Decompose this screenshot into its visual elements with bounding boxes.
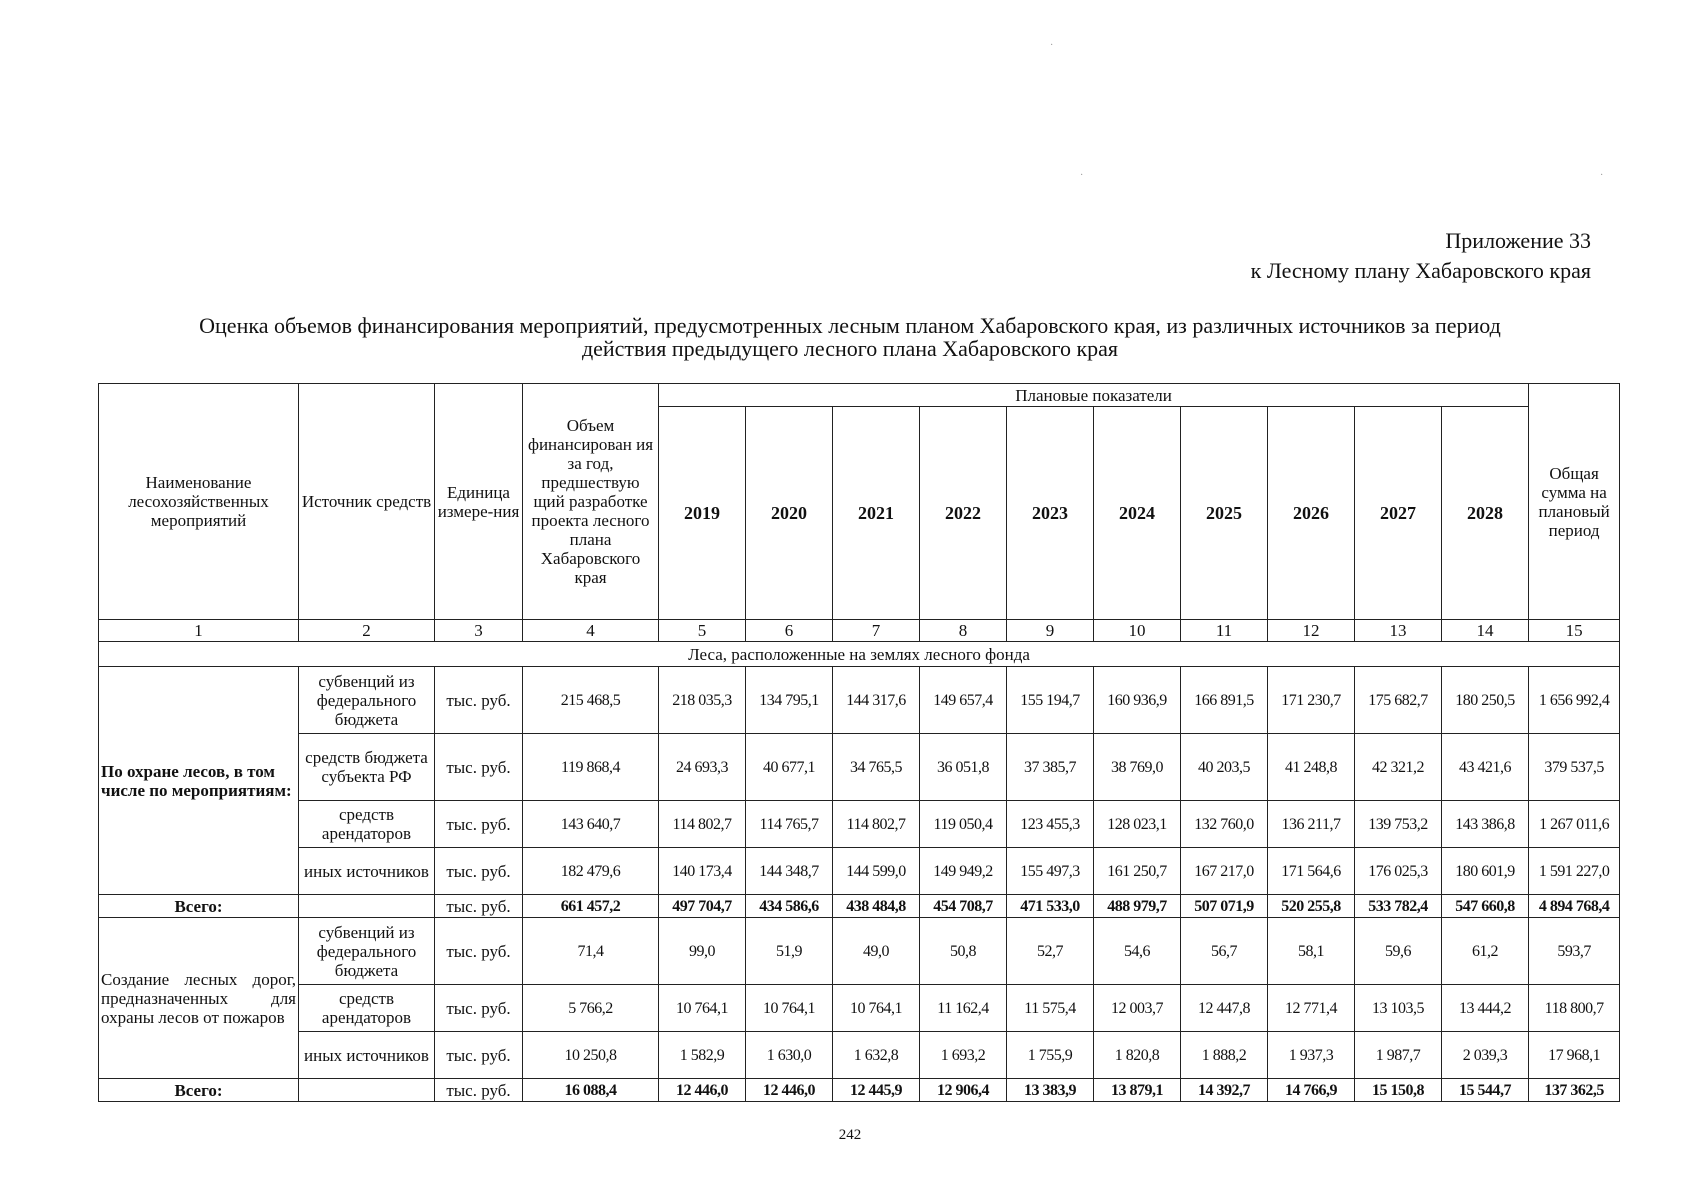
scan-speck: ·	[1050, 40, 1054, 51]
year-value-cell: 12 447,8	[1181, 985, 1268, 1032]
column-number: 10	[1094, 620, 1181, 642]
year-total-cell: 14 766,9	[1268, 1079, 1355, 1102]
empty-source-cell	[299, 1079, 435, 1102]
total-cell: 1 656 992,4	[1529, 667, 1620, 734]
column-number: 8	[920, 620, 1007, 642]
source-cell: средств арендаторов	[299, 985, 435, 1032]
year-total-cell: 547 660,8	[1442, 895, 1529, 918]
year-value-cell: 144 348,7	[746, 848, 833, 895]
prev-year-cell: 5 766,2	[523, 985, 659, 1032]
column-number: 14	[1442, 620, 1529, 642]
appendix-number: Приложение 33	[1445, 228, 1591, 253]
total-row	[99, 895, 1620, 918]
unit-cell: тыс. руб.	[435, 801, 523, 848]
header-planned-indicators: Плановые показатели	[659, 384, 1529, 407]
year-value-cell: 11 162,4	[920, 985, 1007, 1032]
year-total-cell: 14 392,7	[1181, 1079, 1268, 1102]
table-row	[99, 1032, 1620, 1079]
year-value-cell: 1 632,8	[833, 1032, 920, 1079]
unit-cell: тыс. руб.	[435, 985, 523, 1032]
year-value-cell: 10 764,1	[746, 985, 833, 1032]
year-value-cell: 114 765,7	[746, 801, 833, 848]
table-row	[99, 918, 1620, 985]
year-value-cell: 41 248,8	[1268, 734, 1355, 801]
source-cell: средств бюджета субъекта РФ	[299, 734, 435, 801]
unit-cell: тыс. руб.	[435, 734, 523, 801]
column-number: 6	[746, 620, 833, 642]
year-total-cell: 520 255,8	[1268, 895, 1355, 918]
column-number: 7	[833, 620, 920, 642]
year-value-cell: 180 250,5	[1442, 667, 1529, 734]
header-unit: Единица измере-ния	[435, 384, 523, 620]
year-value-cell: 144 599,0	[833, 848, 920, 895]
total-label-cell: Всего:	[99, 895, 299, 918]
year-value-cell: 51,9	[746, 918, 833, 985]
year-header: 2027	[1355, 407, 1442, 620]
total-cell: 1 267 011,6	[1529, 801, 1620, 848]
year-value-cell: 143 386,8	[1442, 801, 1529, 848]
column-number: 13	[1355, 620, 1442, 642]
unit-cell: тыс. руб.	[435, 1032, 523, 1079]
year-value-cell: 10 764,1	[833, 985, 920, 1032]
appendix-reference: к Лесному плану Хабаровского края	[1250, 258, 1591, 283]
year-value-cell: 1 937,3	[1268, 1032, 1355, 1079]
column-number: 2	[299, 620, 435, 642]
year-value-cell: 56,7	[1181, 918, 1268, 985]
year-total-cell: 471 533,0	[1007, 895, 1094, 918]
year-header: 2021	[833, 407, 920, 620]
financing-table-body	[99, 384, 1620, 1102]
year-total-cell: 13 383,9	[1007, 1079, 1094, 1102]
header-prev-year-volume: Объем финансирован ия за год, предшествую щий разработке проекта лесного плана Хабаровского края	[523, 384, 659, 620]
year-value-cell: 58,1	[1268, 918, 1355, 985]
year-value-cell: 134 795,1	[746, 667, 833, 734]
grand-total-cell: 137 362,5	[1529, 1079, 1620, 1102]
year-total-cell: 12 446,0	[659, 1079, 746, 1102]
year-value-cell: 37 385,7	[1007, 734, 1094, 801]
year-value-cell: 40 677,1	[746, 734, 833, 801]
year-value-cell: 59,6	[1355, 918, 1442, 985]
year-value-cell: 99,0	[659, 918, 746, 985]
prev-year-cell: 182 479,6	[523, 848, 659, 895]
year-header: 2019	[659, 407, 746, 620]
year-value-cell: 12 771,4	[1268, 985, 1355, 1032]
year-value-cell: 139 753,2	[1355, 801, 1442, 848]
column-number: 4	[523, 620, 659, 642]
source-cell: средств арендаторов	[299, 801, 435, 848]
year-value-cell: 13 103,5	[1355, 985, 1442, 1032]
year-value-cell: 43 421,6	[1442, 734, 1529, 801]
year-header: 2022	[920, 407, 1007, 620]
year-value-cell: 40 203,5	[1181, 734, 1268, 801]
prev-year-cell: 119 868,4	[523, 734, 659, 801]
year-total-cell: 12 445,9	[833, 1079, 920, 1102]
year-value-cell: 1 630,0	[746, 1032, 833, 1079]
year-value-cell: 52,7	[1007, 918, 1094, 985]
year-total-cell: 533 782,4	[1355, 895, 1442, 918]
year-total-cell: 12 906,4	[920, 1079, 1007, 1102]
year-value-cell: 167 217,0	[1181, 848, 1268, 895]
total-cell: 593,7	[1529, 918, 1620, 985]
document-title-line-1: Оценка объемов финансирования мероприятий, предусмотренных лесным планом Хабаровского края, из различных источников за период	[199, 313, 1501, 338]
year-value-cell: 132 760,0	[1181, 801, 1268, 848]
total-cell: 17 968,1	[1529, 1032, 1620, 1079]
year-value-cell: 149 657,4	[920, 667, 1007, 734]
unit-cell: тыс. руб.	[435, 895, 523, 918]
year-header: 2023	[1007, 407, 1094, 620]
year-total-cell: 454 708,7	[920, 895, 1007, 918]
total-cell: 379 537,5	[1529, 734, 1620, 801]
year-value-cell: 24 693,3	[659, 734, 746, 801]
year-value-cell: 49,0	[833, 918, 920, 985]
source-cell: субвенций из федерального бюджета	[299, 918, 435, 985]
year-value-cell: 180 601,9	[1442, 848, 1529, 895]
prev-year-cell: 215 468,5	[523, 667, 659, 734]
year-total-cell: 434 586,6	[746, 895, 833, 918]
year-total-cell: 497 704,7	[659, 895, 746, 918]
year-total-cell: 15 150,8	[1355, 1079, 1442, 1102]
column-number: 15	[1529, 620, 1620, 642]
column-number: 11	[1181, 620, 1268, 642]
section-row	[99, 642, 1620, 667]
table-row	[99, 801, 1620, 848]
column-number: 5	[659, 620, 746, 642]
header-source: Источник средств	[299, 384, 435, 620]
year-header: 2024	[1094, 407, 1181, 620]
table-row	[99, 734, 1620, 801]
financing-table	[98, 383, 1620, 1102]
prev-year-cell: 71,4	[523, 918, 659, 985]
prev-year-cell: 143 640,7	[523, 801, 659, 848]
column-number: 1	[99, 620, 299, 642]
year-value-cell: 2 039,3	[1442, 1032, 1529, 1079]
year-value-cell: 50,8	[920, 918, 1007, 985]
year-value-cell: 38 769,0	[1094, 734, 1181, 801]
year-header: 2020	[746, 407, 833, 620]
header-total-sum: Общая сумма на плановый период	[1529, 384, 1620, 620]
year-value-cell: 119 050,4	[920, 801, 1007, 848]
appendix-caption	[1251, 226, 1591, 286]
year-value-cell: 155 194,7	[1007, 667, 1094, 734]
year-total-cell: 13 879,1	[1094, 1079, 1181, 1102]
document-title-line-2: действия предыдущего лесного плана Хабаровского края	[581, 336, 1119, 361]
year-value-cell: 11 575,4	[1007, 985, 1094, 1032]
empty-source-cell	[299, 895, 435, 918]
total-row	[99, 1079, 1620, 1102]
grand-total-cell: 4 894 768,4	[1529, 895, 1620, 918]
header-activity-name: Наименование лесохозяйственных мероприятий	[99, 384, 299, 620]
year-value-cell: 1 820,8	[1094, 1032, 1181, 1079]
year-value-cell: 1 755,9	[1007, 1032, 1094, 1079]
total-cell: 118 800,7	[1529, 985, 1620, 1032]
year-value-cell: 176 025,3	[1355, 848, 1442, 895]
year-value-cell: 140 173,4	[659, 848, 746, 895]
year-value-cell: 166 891,5	[1181, 667, 1268, 734]
total-cell: 1 591 227,0	[1529, 848, 1620, 895]
year-total-cell: 438 484,8	[833, 895, 920, 918]
document-title	[100, 314, 1600, 360]
year-value-cell: 149 949,2	[920, 848, 1007, 895]
year-value-cell: 160 936,9	[1094, 667, 1181, 734]
table-row	[99, 667, 1620, 734]
year-value-cell: 218 035,3	[659, 667, 746, 734]
year-value-cell: 1 693,2	[920, 1032, 1007, 1079]
year-value-cell: 10 764,1	[659, 985, 746, 1032]
unit-cell: тыс. руб.	[435, 918, 523, 985]
year-value-cell: 123 455,3	[1007, 801, 1094, 848]
year-value-cell: 114 802,7	[833, 801, 920, 848]
year-value-cell: 175 682,7	[1355, 667, 1442, 734]
year-value-cell: 12 003,7	[1094, 985, 1181, 1032]
prev-year-cell: 10 250,8	[523, 1032, 659, 1079]
year-total-cell: 15 544,7	[1442, 1079, 1529, 1102]
year-value-cell: 114 802,7	[659, 801, 746, 848]
year-value-cell: 34 765,5	[833, 734, 920, 801]
year-value-cell: 144 317,6	[833, 667, 920, 734]
source-cell: субвенций из федерального бюджета	[299, 667, 435, 734]
year-value-cell: 1 582,9	[659, 1032, 746, 1079]
year-value-cell: 136 211,7	[1268, 801, 1355, 848]
year-value-cell: 171 230,7	[1268, 667, 1355, 734]
scan-speck: ·	[1600, 170, 1604, 181]
prev-year-total-cell: 661 457,2	[523, 895, 659, 918]
year-value-cell: 13 444,2	[1442, 985, 1529, 1032]
year-value-cell: 155 497,3	[1007, 848, 1094, 895]
year-total-cell: 507 071,9	[1181, 895, 1268, 918]
column-numbers-row	[99, 620, 1620, 642]
scan-speck: ·	[1080, 170, 1084, 181]
source-cell: иных источников	[299, 1032, 435, 1079]
total-label-cell: Всего:	[99, 1079, 299, 1102]
activity-name-cell: Создание лесных дорог, предназначенных для охраны лесов от пожаров	[99, 918, 299, 1079]
section-title: Леса, расположенные на землях лесного фонда	[99, 642, 1620, 667]
year-header: 2026	[1268, 407, 1355, 620]
table-row	[99, 848, 1620, 895]
prev-year-total-cell: 16 088,4	[523, 1079, 659, 1102]
activity-name-cell: По охране лесов, в том числе по мероприятиям:	[99, 667, 299, 895]
column-number: 12	[1268, 620, 1355, 642]
year-total-cell: 12 446,0	[746, 1079, 833, 1102]
header-row	[99, 384, 1620, 407]
column-number: 3	[435, 620, 523, 642]
year-header: 2025	[1181, 407, 1268, 620]
year-value-cell: 128 023,1	[1094, 801, 1181, 848]
year-header: 2028	[1442, 407, 1529, 620]
year-value-cell: 54,6	[1094, 918, 1181, 985]
unit-cell: тыс. руб.	[435, 667, 523, 734]
page-number: 242	[838, 1127, 862, 1143]
year-total-cell: 488 979,7	[1094, 895, 1181, 918]
table-row	[99, 985, 1620, 1032]
unit-cell: тыс. руб.	[435, 1079, 523, 1102]
year-value-cell: 1 888,2	[1181, 1032, 1268, 1079]
year-value-cell: 61,2	[1442, 918, 1529, 985]
year-value-cell: 42 321,2	[1355, 734, 1442, 801]
column-number: 9	[1007, 620, 1094, 642]
year-value-cell: 161 250,7	[1094, 848, 1181, 895]
year-value-cell: 36 051,8	[920, 734, 1007, 801]
source-cell: иных источников	[299, 848, 435, 895]
year-value-cell: 171 564,6	[1268, 848, 1355, 895]
unit-cell: тыс. руб.	[435, 848, 523, 895]
year-value-cell: 1 987,7	[1355, 1032, 1442, 1079]
